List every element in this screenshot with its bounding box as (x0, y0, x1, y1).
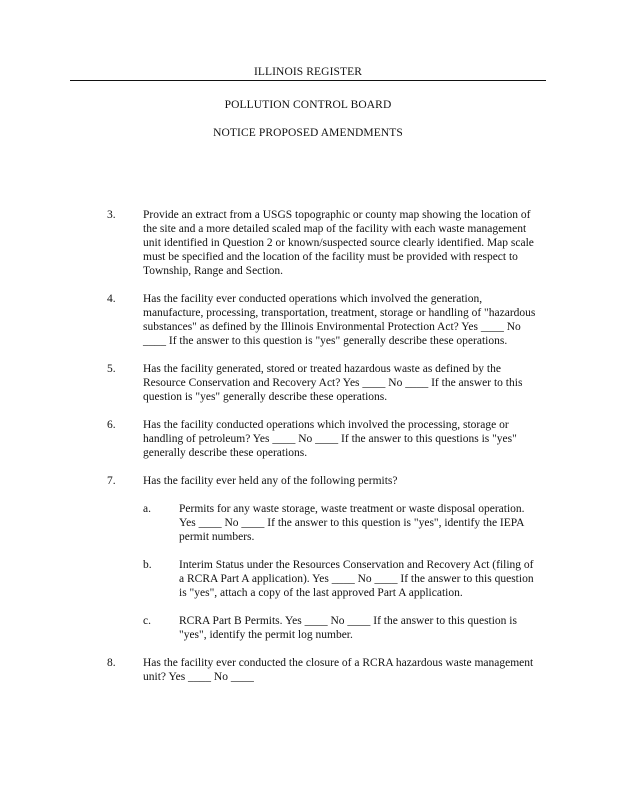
question-number: 8. (107, 657, 116, 669)
question-number: 7. (107, 475, 116, 487)
question-list (0, 208, 618, 698)
permit-subitems (143, 502, 539, 642)
subitem-text: Permits for any waste storage, waste treatment or waste disposal operation. Yes ____ No ____ If the answer to this question is "yes", identify the IEPA permit numbers. (179, 503, 525, 543)
question-text: Has the facility generated, stored or treated hazardous waste as defined by the Resource Conservation and Recovery Act? Yes ____ No ____ If the answer to this question is "yes" generally describe these operations. (143, 363, 523, 403)
question-number: 3. (107, 209, 116, 221)
register-title: ILLINOIS REGISTER (253, 66, 363, 78)
question-text: Provide an extract from a USGS topographic or county map showing the location of the site and a more detailed scaled map of the facility with each waste management unit identified in Question 2 or known/suspected source clearly identified. Map scale must be specified and the location of the facility must be provided with respect to Township, Range and Section. (143, 209, 534, 277)
question-number: 4. (107, 293, 116, 305)
board-title: POLLUTION CONTROL BOARD (224, 99, 392, 111)
notice-title: NOTICE PROPOSED AMENDMENTS (213, 127, 403, 139)
question-text: Has the facility conducted operations which involved the processing, storage or handling of petroleum? Yes ____ No ____ If the answer to this questions is "yes" generally describe these operations. (143, 419, 517, 459)
subitem-b (143, 558, 539, 600)
question-8 (107, 656, 539, 684)
question-7 (107, 474, 539, 642)
question-5 (107, 362, 539, 404)
subitem-letter: a. (143, 503, 151, 515)
subitem-c (143, 614, 539, 642)
question-3 (107, 208, 539, 278)
subitem-text: Interim Status under the Resources Conservation and Recovery Act (filing of a RCRA Part A application). Yes ____ No ____ If the answer to this question is "yes", attach a copy of the last approved Part A application. (179, 559, 534, 599)
question-number: 5. (107, 363, 116, 375)
subitem-a (143, 502, 539, 544)
header-rule (70, 80, 546, 81)
subitem-letter: c. (143, 615, 151, 627)
question-4 (107, 292, 539, 348)
question-text: Has the facility ever conducted the closure of a RCRA hazardous waste management unit? Yes ____ No ____ (143, 657, 534, 683)
question-number: 6. (107, 419, 116, 431)
subitem-text: RCRA Part B Permits. Yes ____ No ____ If the answer to this question is "yes", identify the permit log number. (179, 615, 517, 641)
question-6 (107, 418, 539, 460)
question-text: Has the facility ever conducted operations which involved the generation, manufacture, processing, transportation, treatment, storage or handling of "hazardous substances" as defined by the Illinois Environmental Protection Act? Yes ____ No ____ If the answer to this question is "yes" generally describe these operations. (143, 293, 536, 347)
question-text: Has the facility ever held any of the following permits? (143, 475, 398, 487)
subitem-letter: b. (143, 559, 152, 571)
